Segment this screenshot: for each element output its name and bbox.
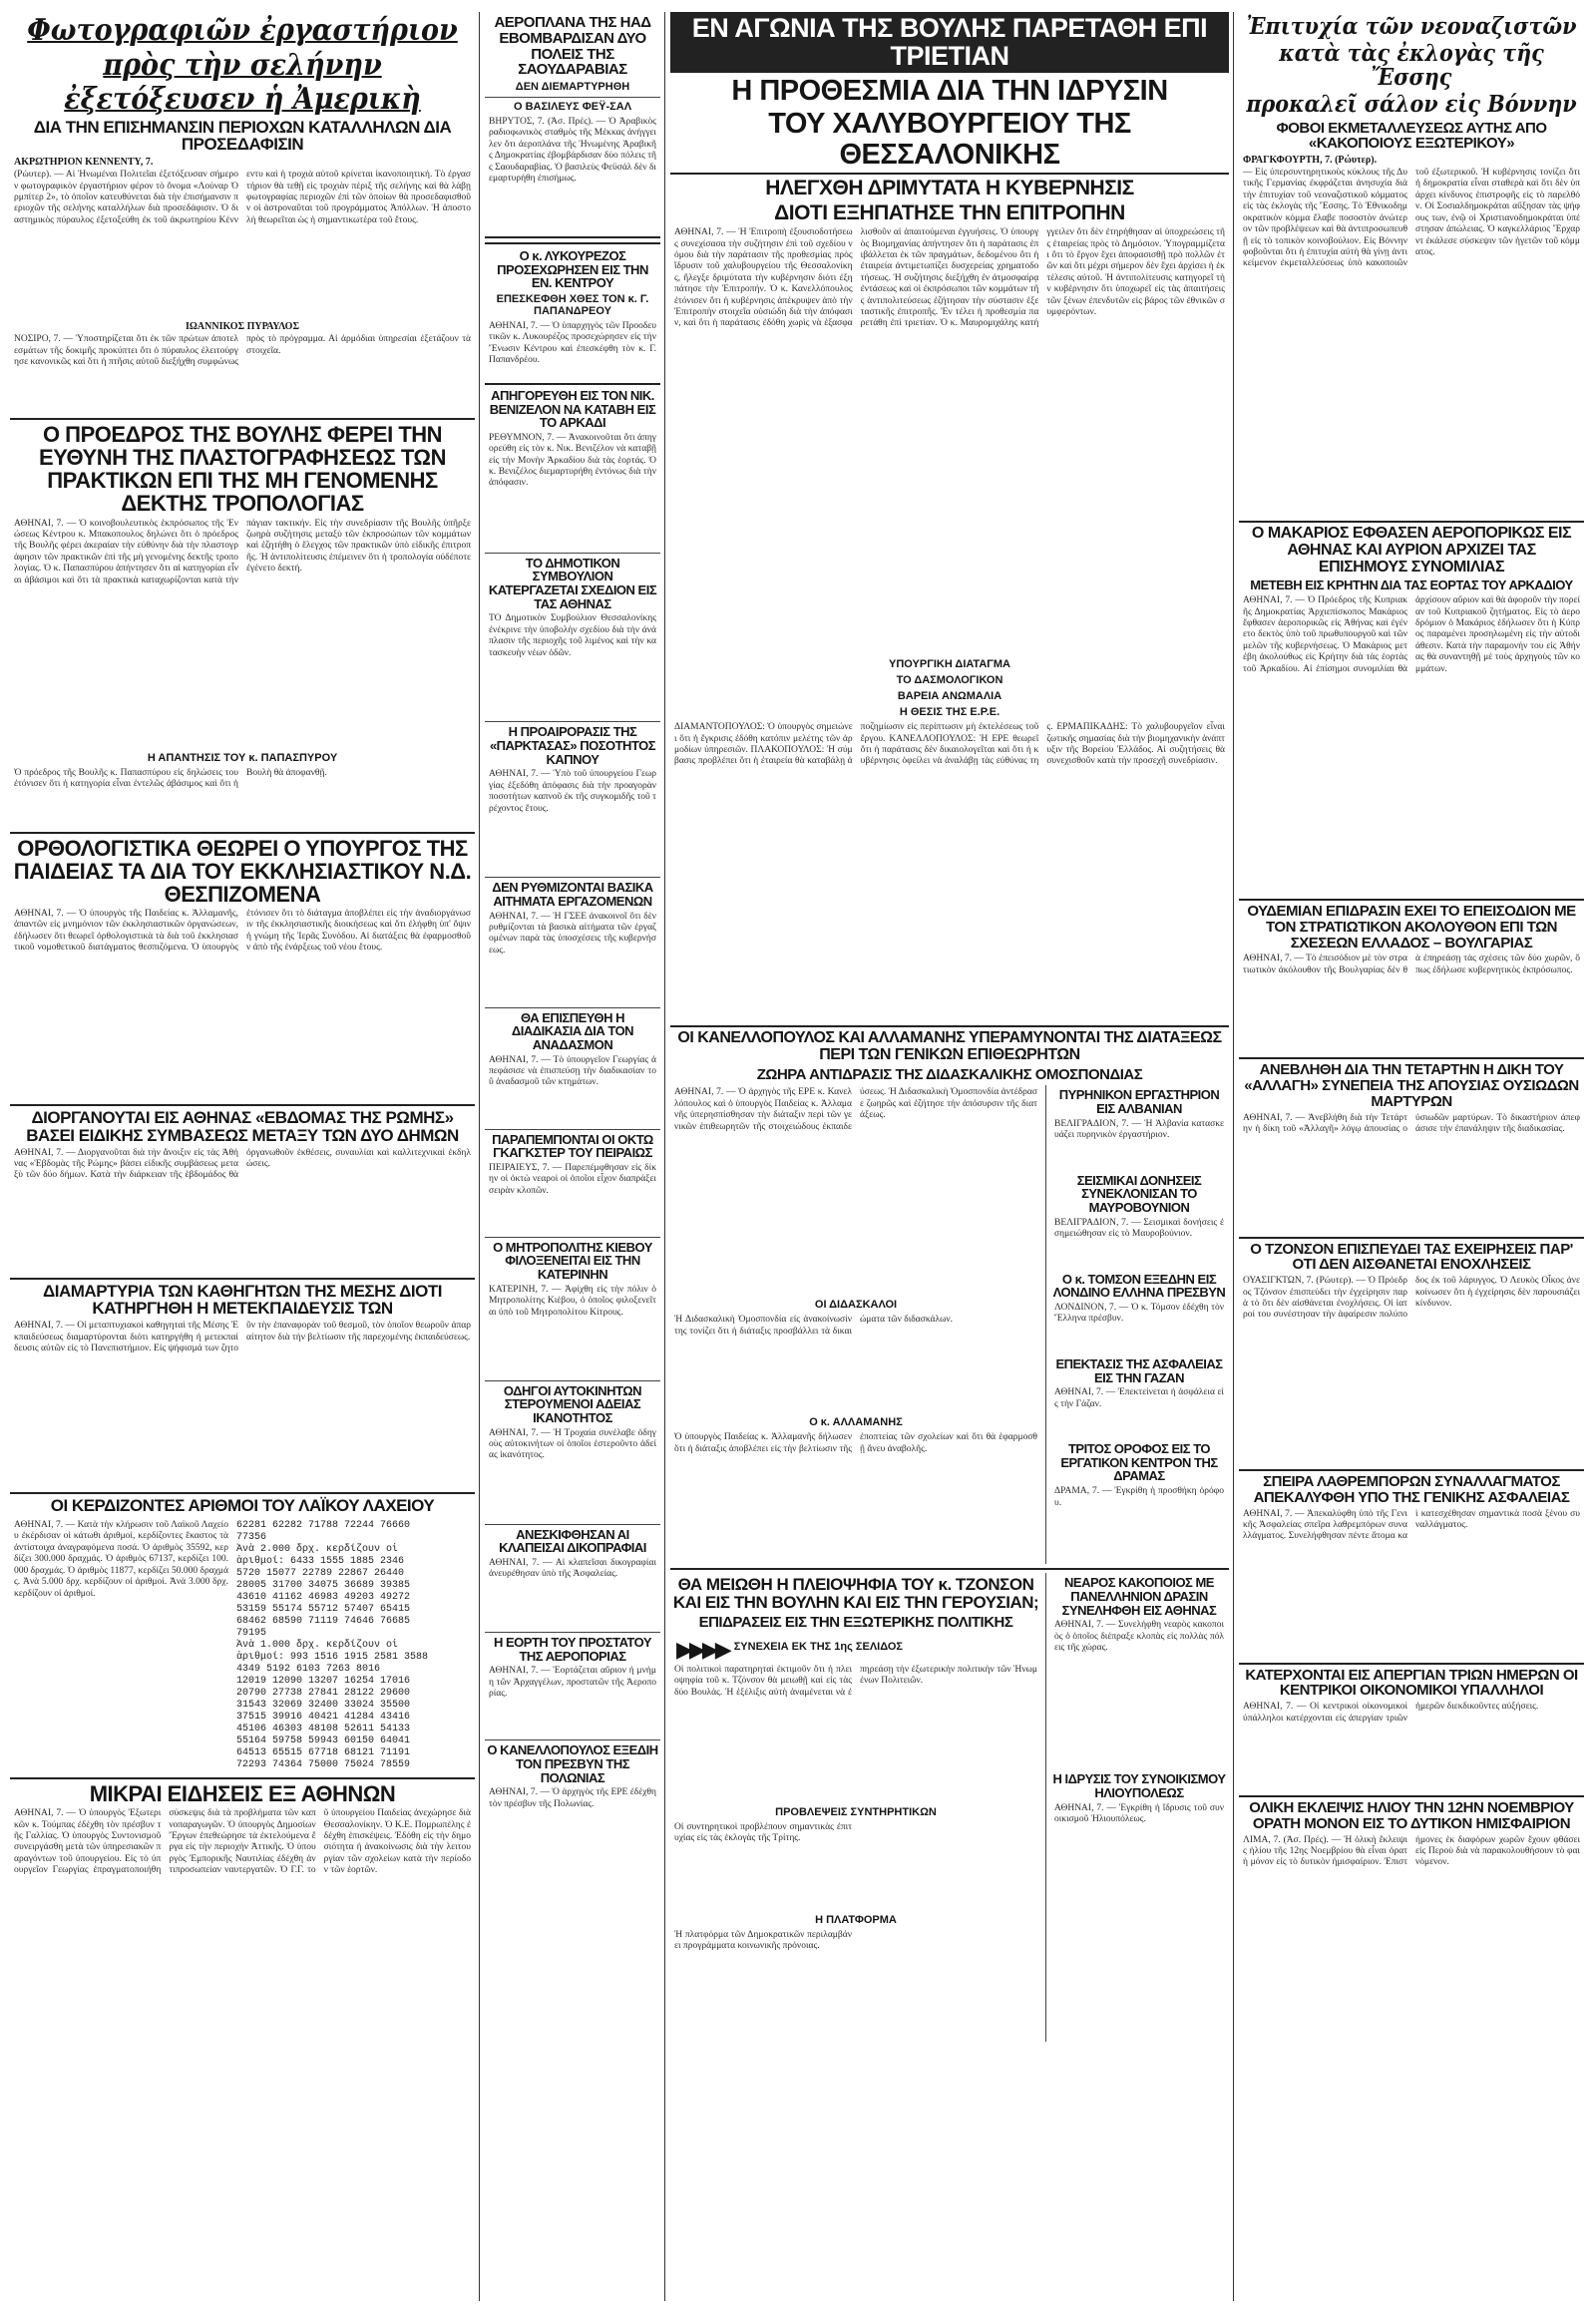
headline-line: πρὸς τὴν σελήνην: [103, 47, 382, 83]
lottery-row: 45106 46303 48108 52611 54133: [236, 1724, 411, 1735]
article-moon-lab: [10, 15, 475, 414]
headline: Ο ΠΡΟΕΔΡΟΣ ΤΗΣ ΒΟΥΛΗΣ ΦΕΡΕΙ ΤΗΝ ΕΥΘΥΝΗ ΤΗΣ ΠΛΑΣΤΟΓΡΑΦΗΣΕΩΣ ΤΩΝ ΠΡΑΚΤΙΚΩΝ ΕΠΙ ΤΗΣ ΜΗ ΓΕΝΟΜΕΝΗΣ ΔΕΚΤΗΣ ΤΡΟΠΟΛΟΓΙΑΣ: [39, 422, 446, 517]
article-body: ΑΘΗΝΑΙ, 7. — Διοργανοῦται διὰ τὴν ἄνοιξιν εἰς τὰς Ἀθήνας «Ἑβδομὰς τῆς Ρώμης» βάσει εἰδικῆς συμβάσεως μεταξὺ τῶν δύο δήμων. Κατὰ τὴν διάρκειαν τῆς ἑβδομάδος θὰ ὀργανωθοῦν ἐκθέσεις, συναυλίαι καὶ καλλιτεχνικαὶ ἐκδηλώσεις.: [14, 1147, 471, 1181]
headline: Ο ΜΑΚΑΡΙΟΣ ΕΦΘΑΣΕΝ ΑΕΡΟΠΟΡΙΚΩΣ ΕΙΣ ΑΘΗΝΑΣ ΚΑΙ ΑΥΡΙΟΝ ΑΡΧΙΖΕΙ ΤΑΣ ΕΠΙΣΗΜΟΥΣ ΣΥΝΟΜΙΛΙΑΣ: [1251, 525, 1572, 576]
article-body: ΑΘΗΝΑΙ, 7. — Τὸ ὑπουργεῖον Γεωργίας ἀπεφάσισε νὰ ἐπισπεύσῃ τὴν διαδικασίαν τοῦ ἀναδασμοῦ τῶν κτημάτων.: [489, 1054, 656, 1088]
article-body: Ἡ πλατφόρμα τῶν Δημοκρατικῶν περιλαμβάνει προγράμματα κοινωνικῆς πρόνοιας.: [674, 1929, 852, 1952]
section-rule: [670, 1025, 1229, 1027]
rule: [485, 1739, 660, 1740]
headline: ΑΕΡΟΠΛΑΝΑ ΤΗΣ ΗΑΔ ΕΒΟΜΒΑΡΔΙΣΑΝ ΔΥΟ ΠΟΛΕΙΣ ΤΗΣ ΣΑΟΥΔΑΡΑΒΙΑΣ: [494, 14, 651, 79]
section-rule: [1239, 1795, 1584, 1797]
article-body: ΑΘΗΝΑΙ, 7. — Αἱ κλαπεῖσαι δικογραφίαι ἀνευρέθησαν ὑπὸ τῆς Ἀσφαλείας.: [489, 1557, 656, 1580]
article-voulgaria: [1239, 904, 1584, 1053]
subheadline: Ο ΒΑΣΙΛΕΥΣ ΦΕΫ-ΣΑΛ: [513, 101, 632, 113]
article-body: ΑΘΗΝΑΙ, 7. — Ὁ ἀρχηγὸς τῆς ΕΡΕ ἐδέχθη τὸν πρέσβυν τῆς Πολωνίας.: [489, 1787, 656, 1809]
headline: ΜΙΚΡΑΙ ΕΙΔΗΣΕΙΣ ΕΞ ΑΘΗΝΩΝ: [89, 1781, 396, 1807]
column-4: [1239, 12, 1584, 2301]
article-body: — Εἰς ὑπερσυντηρητικοὺς κύκλους τῆς Δυτικῆς Γερμανίας ἐκφράζεται ἀνησυχία διὰ τὴν ἐπιτυχίαν τοῦ νεοναζιστικοῦ κόμματος εἰς τὰς ἐκλογὰς τῆς Ἔσσης. Τὸ Ἐθνικοδημοκρατικὸν κόμμα ἔλαβε ποσοστὸν ἀνώτερον τῶν προβλέψεων καὶ θὰ ἀντιπροσωπευθῇ εἰς τὸ τοπικὸν κοινοβούλιον. Εἰς Βόννην φοβοῦνται ὅτι ἡ ἐπιτυχία αὐτὴ θὰ γίνῃ ἀντικείμενον ἐκμεταλλεύσεως ὑπὸ κακοποιῶν τοῦ ἐξωτερικοῦ. Ἡ κυβέρνησις τονίζει ὅτι ἡ δημοκρατία εἶναι σταθερὰ καὶ ὅτι δὲν ὑπάρχει κίνδυνος ἐπιστροφῆς εἰς τὸ παρελθόν. Οἱ Σοσιαλδημοκράται αὔξησαν τὰς ψήφους των, ἐνῷ οἱ Χριστιανοδημοκράται ὑπέστησαν ἀπώλειας. Ὁ καγκελλάριος Ἔρχαρντ ἐκάλεσε σύσκεψιν τῶν ἡγετῶν τοῦ κόμματος.: [1243, 168, 1580, 269]
headline: ΝΕΑΡΟΣ ΚΑΚΟΠΟΙΟΣ ΜΕ ΠΑΝΕΛΛΗΝΙΟΝ ΔΡΑΣΙΝ ΣΥΝΕΛΗΦΘΗ ΕΙΣ ΑΘΗΝΑΣ: [1061, 1575, 1217, 1618]
article-eidiseis: [10, 1782, 475, 2058]
lottery-row: 37515 39916 40421 41284 43416: [236, 1712, 411, 1724]
article-body: ΑΘΗΝΑΙ, 7. — Ἐγκρίθη ἡ ἵδρυσις τοῦ συνοικισμοῦ Ἡλιουπόλεως.: [1054, 1802, 1224, 1825]
lottery-row: 62281 62282 71788 72244 76660: [236, 1520, 411, 1532]
lottery-row: 64513 65515 67718 68121 71191: [236, 1747, 411, 1759]
subheadline: Η ΘΕΣΙΣ ΤΗΣ Ε.Ρ.Ε.: [899, 706, 1000, 719]
column-2: [485, 12, 660, 2301]
subheadline: ΕΠΕΣΚΕΦΘΗ ΧΘΕΣ ΤΟΝ κ. Γ. ΠΑΠΑΝΔΡΕΟΥ: [496, 292, 649, 317]
rule: [485, 97, 660, 98]
lottery-row: 43610 41162 46983 49203 49272: [236, 1592, 411, 1604]
article-body: Ἡ Διδασκαλικὴ Ὁμοσπονδία εἰς ἀνακοίνωσίν της τονίζει ὅτι ἡ διάταξις προσβάλλει τὰ δικαιώματα τῶν διδασκάλων.: [674, 1315, 954, 1337]
article-aeroplana: [485, 15, 660, 232]
headline: ΟΡΘΟΛΟΓΙΣΤΙΚΑ ΘΕΩΡΕΙ Ο ΥΠΟΥΡΓΟΣ ΤΗΣ ΠΑΙΔΕΙΑΣ ΤΑ ΔΙΑ ΤΟΥ ΕΚΚΛΗΣΙΑΣΤΙΚΟΥ Ν.Δ. ΘΕΣΠΙΖΟΜΕΝΑ: [13, 835, 472, 907]
article-body: (Ρώυτερ). — Αἱ Ἡνωμέναι Πολιτεῖαι ἐξετόξευσαν σήμερον φωτογραφικὸν ἐργαστήριον φέρον τὸ ὄνομα «Λούναρ Ὀρμπίτερ 2», τὸ ὁποῖον κατευθύνεται διὰ τὴν ἐπισήμανσιν περιοχῶν τῆς σελήνης καταλλήλων διὰ προσεδάφισιν. Ὁ διαστημικὸς πύραυλος ἐξετοξεύθη ἐκ τοῦ ἀκρωτηρίου Κέννεντυ καὶ ἡ τροχιὰ αὐτοῦ κρίνεται ἱκανοποιητική. Τὸ ἐργαστήριον θὰ τεθῇ εἰς τροχιὰν πέριξ τῆς σελήνης καὶ θὰ λάβῃ φωτογραφίας περιοχῶν ἐπὶ τῶν ὁποίων θὰ προσεδαφισθοῦν οἱ ἀστροναῦται τοῦ προγράμματος Ἀπόλλων. Ἡ ἀποστολὴ θεωρεῖται ὡς ἡ σημαντικωτέρα τοῦ ἔτους.: [14, 170, 471, 225]
subheadline: ΗΛΕΓΧΘΗ ΔΡΙΜΥΤΑΤΑ Η ΚΥΒΕΡΝΗΣΙΣ: [765, 177, 1134, 199]
lottery-row: 79195: [236, 1628, 267, 1640]
column-1: [10, 12, 475, 2301]
section-rule: [485, 236, 660, 238]
article-body: ΑΘΗΝΑΙ, 7. — Ἡ ΓΣΕΕ ἀνακοινοῖ ὅτι δὲν ρυθμίζονται τὰ βασικὰ αἰτήματα τῶν ἐργαζομένων παρὰ τὰς ὑποσχέσεις τῆς κυβερνήσεως.: [489, 911, 656, 956]
subheadline: ΦΟΒΟΙ ΕΚΜΕΤΑΛΛΕΥΣΕΩΣ ΑΥΤΗΣ ΑΠΟ «ΚΑΚΟΠΟΙΟΥΣ ΕΞΩΤΕΡΙΚΟΥ»: [1276, 119, 1547, 153]
headline: Ο ΜΗΤΡΟΠΟΛΙΤΗΣ ΚΙΕΒΟΥ ΦΙΛΟΞΕΝΕΙΤΑΙ ΕΙΣ ΤΗΝ ΚΑΤΕΡΙΝΗΝ: [493, 1239, 652, 1283]
article-body: ΛΙΜΑ, 7. (Ἀσ. Πρές). — Ἡ ὁλικὴ ἔκλειψις ἡλίου τῆς 12ης Νοεμβρίου θὰ εἶναι ὁρατὴ μόνον εἰς τὸ δυτικὸν ἡμισφαίριον. Ἐπιστήμονες ἐκ διαφόρων χωρῶν ἔχουν φθάσει εἰς Περοὺ διὰ νὰ παρακολουθήσουν τὸ φαινόμενον.: [1243, 1834, 1580, 1868]
article-body: ΔΡΑΜΑ, 7. — Ἐγκρίθη ἡ προσθήκη ὀρόφου.: [1054, 1486, 1224, 1508]
article-body: ΑΘΗΝΑΙ, 7. — Τὸ ἐπεισόδιον μὲ τὸν στρατιωτικὸν ἀκόλουθον τῆς Βουλγαρίας δὲν θὰ ἐπηρεάσῃ τὰς σχέσεις τῶν δύο χωρῶν, ὅπως ἐδήλωσε κυβερνητικὸς ἐκπρόσωπος.: [1243, 954, 1580, 975]
headline: ΑΝΕΣΚΙΦΘΗΣΑΝ ΑΙ ΚΛΑΠΕΙΣΑΙ ΔΙΚΟΠΡΑΦΙΑΙ: [499, 1526, 646, 1556]
headline: ΟΛΙΚΗ ΕΚΛΕΙΨΙΣ ΗΛΙΟΥ ΤΗΝ 12ΗΝ ΝΟΕΜΒΡΙΟΥ ΟΡΑΤΗ ΜΟΝΟΝ ΕΙΣ ΤΟ ΔΥΤΙΚΟΝ ΗΜΙΣΦΑΙΡΙΟΝ: [1249, 1799, 1574, 1832]
column-rule: [664, 12, 665, 2301]
article-eorti: [485, 1636, 660, 1735]
article-body: Ὁ ὑπουργὸς Παιδείας κ. Ἀλλαμανῆς δήλωσεν ὅτι ἡ διάταξις ἀποβλέπει εἰς τὴν βελτίωσιν τῆς ἐποπτείας τῶν σχολείων καὶ ὅτι θὰ ἐφαρμοσθῇ ἄνευ ἀναβολῆς.: [674, 1432, 1037, 1454]
article-body: ΑΘΗΝΑΙ, 7. — Ἀνεβλήθη διὰ τὴν Τετάρτην ἡ δίκη τοῦ «Ἀλλαγῆ» λόγῳ ἀπουσίας οὐσιωδῶν μαρτύρων. Τὸ δικαστήριον ἀπεφάσισε τὴν ἐπανάληψιν τῆς διαδικασίας.: [1243, 1112, 1580, 1134]
column-3: [670, 12, 1229, 2301]
headline: Η ΙΔΡΥΣΙΣ ΤΟΥ ΣΥΝΟΙΚΙΣΜΟΥ ΗΛΙΟΥΠΟΛΕΩΣ: [1052, 1771, 1226, 1800]
lottery-row: Ἀνὰ 2.000 δρχ. κερδίζουν οἱ: [236, 1544, 399, 1556]
section-rule: [10, 1492, 475, 1494]
headline: ΔΕΝ ΡΥΘΜΙΖΟΝΤΑΙ ΒΑΣΙΚΑ ΑΙΤΗΜΑΤΑ ΕΡΓΑΖΟΜΕΝΩΝ: [492, 880, 653, 909]
headline: ΣΕΙΣΜΙΚΑΙ ΔΟΝΗΣΕΙΣ ΣΥΝΕΚΛΟΝΙΣΑΝ ΤΟ ΜΑΥΡΟΒΟΥΝΙΟΝ: [1076, 1172, 1202, 1215]
rule: [485, 1632, 660, 1633]
subheadline: ΠΡΟΒΛΕΨΕΙΣ ΣΥΝΤΗΡΗΤΙΚΩΝ: [775, 1805, 937, 1818]
article-venizelou: [485, 389, 660, 549]
headline: ΠΥΡΗΝΙΚΟΝ ΕΡΓΑΣΤΗΡΙΟΝ ΕΙΣ ΑΛΒΑΝΙΑΝ: [1058, 1087, 1220, 1117]
lottery-row: ἀριθμοί: 993 1516 1915 2581 3588: [236, 1652, 429, 1664]
subheadline: ΕΠΙΔΡΑΣΕΙΣ ΕΙΣ ΤΗΝ ΕΞΩΤΕΡΙΚΗΣ ΠΟΛΙΤΙΚΗΣ: [698, 1614, 1013, 1632]
article-body: ΑΘΗΝΑΙ, 7. — Ὁ Πρόεδρος τῆς Κυπριακῆς Δημοκρατίας Ἀρχιεπίσκοπος Μακάριος ἔφθασεν ἀεροπορικῶς εἰς Ἀθήνας καὶ ἐγένετο δεκτὸς ὑπὸ τοῦ πρωθυπουργοῦ καὶ τῶν μελῶν τῆς κυβερνήσεως. Ὁ Μακάριος μετέβη ἀκολούθως εἰς Κρήτην διὰ τὰς ἑορτὰς τοῦ Ἀρκαδίου. Αἱ ἐπίσημοι συνομιλίαι θὰ ἀρχίσουν αὔριον καὶ θὰ ἀφοροῦν τὴν πορείαν τοῦ Κυπριακοῦ ζητήματος. Εἰς τὸ ἀεροδρόμιον ὁ Μακάριος ἐδήλωσεν ὅτι ἡ Κύπρος παραμένει προσηλωμένη εἰς τὴν αὐτοδιάθεσιν. Κατὰ τὴν παραμονήν του εἰς Ἀθήνας θὰ συναντηθῇ μὲ τοὺς ἀρχηγοὺς τῶν κομμάτων.: [1243, 595, 1581, 674]
subheadline: ΖΩΗΡΑ ΑΝΤΙΔΡΑΣΙΣ ΤΗΣ ΔΙΔΑΣΚΑΛΙΚΗΣ ΟΜΟΣΠΟΝΔΙΑΣ: [756, 1065, 1143, 1083]
rule: [485, 877, 660, 878]
article-body: Ὁ πρόεδρος τῆς Βουλῆς κ. Παπασπύρου εἰς δηλώσεις του ἐτόνισεν ὅτι ἡ κατηγορία εἶναι ἐντελῶς ἀβάσιμος καὶ ὅτι ἡ Βουλὴ θὰ ἀποφανθῇ.: [14, 767, 327, 789]
subheadline: ΜΕΤΕΒΗ ΕΙΣ ΚΡΗΤΗΝ ΔΙΑ ΤΑΣ ΕΟΡΤΑΣ ΤΟΥ ΑΡΚΑΔΙΟΥ: [1250, 578, 1573, 593]
article-kanellopoulos-exedi: [485, 1743, 660, 1827]
section-rule: [1239, 1469, 1584, 1471]
rule: [485, 1007, 660, 1008]
subheadline: ΔΙΟΤΙ ΕΞΗΠΑΤΗΣΕ ΤΗΝ ΕΠΙΤΡΟΠΗΝ: [774, 201, 1125, 225]
headline: ΟΙ ΚΑΝΕΛΛΟΠΟΥΛΟΣ ΚΑΙ ΑΛΛΑΜΑΝΗΣ ΥΠΕΡΑΜΥΝΟΝΤΑΙ ΤΗΣ ΔΙΑΤΑΞΕΩΣ ΠΕΡΙ ΤΩΝ ΓΕΝΙΚΩΝ ΕΠΙΘΕΩΡΗΤΩΝ: [677, 1029, 1222, 1063]
headline: Ο κ. ΤΟΜΣΟΝ ΕΞΕΔΗΝ ΕΙΣ ΛΟΝΔΙΝΟ ΕΛΛΗΝΑ ΠΡΕΣΒΥΝ: [1052, 1271, 1226, 1301]
article-tzonson-epicheirisi: [1239, 1242, 1584, 1466]
lottery-row: 28005 31700 34075 36689 39385: [236, 1580, 411, 1592]
article-epitheorites: [670, 1030, 1229, 1564]
article-body: ΑΘΗΝΑΙ, 7. — Ἑορτάζεται αὔριον ἡ μνήμη τῶν Ἀρχαγγέλων, προστατῶν τῆς Ἀεροπορίας.: [489, 1666, 656, 1700]
section-rule: [1239, 1663, 1584, 1665]
rule: [485, 1380, 660, 1381]
article-body: ΑΘΗΝΑΙ, 7. — Συνελήφθη νεαρὸς κακοποιὸς ὁ ὁποῖος διέπραξε κλοπὰς εἰς πολλὰς πόλεις τῆς χώρας.: [1054, 1620, 1224, 1654]
lottery-numbers-table: [236, 1520, 428, 1771]
article-vouli: [10, 423, 475, 827]
dateline: ΦΡΑΓΚΦΟΥΡΤΗ, 7. (Ρώυτερ).: [1243, 155, 1378, 167]
column-rule: [1233, 12, 1234, 2301]
article-hesse: [1239, 15, 1584, 517]
subheadline: Η ΑΠΑΝΤΗΣΙΣ ΤΟΥ κ. ΠΑΠΑΣΠΥΡΟΥ: [147, 751, 338, 764]
subheadline: ΤΟ ΔΑΣΜΟΛΟΓΙΚΟΝ: [896, 674, 1003, 687]
article-romi: [10, 1109, 475, 1274]
dateline: ΑΚΡΩΤΗΡΙΟΝ ΚΕΝΝΕΝΤΥ, 7.: [14, 157, 154, 169]
article-body: ΑΘΗΝΑΙ, 7. — Ὁ ὑπουργὸς Ἐξωτερικῶν κ. Τούμπας ἐδέχθη τὸν πρέσβυν τῆς Γαλλίας. Ὁ ὑπουργὸς Συντονισμοῦ συνειργάσθη μετὰ τῶν ὑπηρεσιακῶν παραγόντων τοῦ ὑπουργείου. Εἰς τὸ ὑπουργεῖον Γεωργίας ἐπραγματοποιήθη σύσκεψις διὰ τὰ προβλήματα τῶν καπνοπαραγωγῶν. Ὁ ὑπουργὸς Δημοσίων Ἔργων ἐπεθεώρησε τὰ ἐκτελούμενα ἔργα εἰς τὴν περιοχὴν Ἀττικῆς. Ὁ ὑπουργὸς Ἐμπορικῆς Ναυτιλίας ἐδέχθη ἀντιπροσωπείαν ναυτεργατῶν. Ὁ Γ.Γ. τοῦ ὑπουργείου Παιδείας ἀνεχώρησε διὰ Θεσσαλονίκην. Ὁ Κ.Ε. Πομρωπέλης ἐδέχθη ἐπισκέψεις. Ἐδόθη εἰς τὴν δημοσιότητα ἡ ἀνακοίνωσις διὰ τὴν λειτουργίαν τῶν σχολείων κατὰ τὴν περίοδον τῶν ἑορτῶν.: [14, 1808, 471, 1876]
article-body: ΛΟΝΔΙΝΟΝ, 7. — Ὁ κ. Τόμσον ἐδέχθη τὸν Ἕλληνα πρέσβυν.: [1054, 1302, 1224, 1325]
headline-line: ΕΝ ΑΓΩΝΙΑ ΤΗΣ ΒΟΥΛΗΣ ΠΑΡΕΤΑΘΗ ΕΠΙ ΤΡΙΕΤΙΑΝ: [691, 13, 1208, 72]
section-rule: [10, 1777, 475, 1779]
article-anadasmon: [485, 1011, 660, 1125]
headline-line: προκαλεῖ σάλον εἰς Βόννην: [1246, 91, 1577, 119]
headline: Ο ΤΖΟΝΣΟΝ ΕΠΙΣΠΕΥΔΕΙ ΤΑΣ ΕΧΕΙΡΗΣΕΙΣ ΠΑΡ' ΟΤΙ ΔΕΝ ΑΙΣΘΑΝΕΤΑΙ ΕΝΟΧΛΗΣΕΙΣ: [1250, 1240, 1573, 1274]
article-apergia: [1239, 1668, 1584, 1792]
article-diklopoioi: [485, 1528, 660, 1628]
subheadline: ΥΠΟΥΡΓΙΚΗ ΔΙΑΤΑΓΜΑ: [889, 658, 1010, 671]
section-rule: [10, 1104, 475, 1106]
headline: Η ΠΡΟΑΙΡΟΡΑΣΙΣ ΤΗΣ «ΠΑΡΚΤΑΣΑΣ» ΠΟΣΟΤΗΤΟΣ ΚΑΠΝΟΥ: [489, 724, 656, 767]
article-body: ΝΟΣΙΡΟ, 7. — Ὑποστηρίζεται ὅτι ἐκ τῶν πρώτων ἀποτελεσμάτων τῆς δοκιμῆς προκύπτει ὅτι ὁ πύραυλος ἐλειτούργησε κανονικῶς καὶ ὅτι ἡ πτῆσις αὐτοῦ διεξήχθη συμφώνως πρὸς τὸ πρόγραμμα. Αἱ ἀρμόδιαι ὑπηρεσίαι ἐξετάζουν τὰ στοιχεῖα.: [14, 334, 471, 367]
lottery-row: 53159 55174 55712 57407 65415: [236, 1604, 411, 1616]
article-kievou: [485, 1241, 660, 1376]
article-kapnou: [485, 725, 660, 873]
headline: ΔΙΑΜΑΡΤΥΡΙΑ ΤΩΝ ΚΑΘΗΓΗΤΩΝ ΤΗΣ ΜΕΣΗΣ ΔΙΟΤΙ ΚΑΤΗΡΓΗΘΗ Η ΜΕΤΕΚΠΑΙΔΕΥΣΙΣ ΤΩΝ: [43, 1281, 442, 1319]
headline: ΟΙ ΚΕΡΔΙΖΟΝΤΕΣ ΑΡΙΘΜΟΙ ΤΟΥ ΛΑΪΚΟΥ ΛΑΧΕΙΟΥ: [50, 1496, 435, 1516]
lottery-row: 68462 68590 71119 74646 76685: [236, 1616, 411, 1628]
rule: [485, 1524, 660, 1525]
article-body: Οἱ πολιτικοὶ παρατηρηταὶ ἐκτιμοῦν ὅτι ἡ πλειοψηφία τοῦ κ. Τζόνσον θὰ μειωθῇ καὶ εἰς τὰς δύο Βουλάς. Ἡ ἐξέλιξις αὐτὴ ἀναμένεται νὰ ἐπηρεάσῃ τὴν ἐξωτερικὴν πολιτικὴν τῶν Ἡνωμένων Πολιτειῶν.: [674, 1664, 1037, 1698]
headline: Ο κ. ΛΥΚΟΥΡΕΖΟΣ ΠΡΟΣΕΧΩΡΗΣΕΝ ΕΙΣ ΤΗΝ ΕΝ. ΚΕΝΤΡΟΥ: [497, 248, 648, 291]
lottery-row: 72293 74364 75000 75024 78559: [236, 1759, 411, 1771]
article-body: ΑΘΗΝΑΙ, 7. — Ὑπὸ τοῦ ὑπουργείου Γεωργίας ἐξεδόθη ἀπόφασις διὰ τὴν προαγορὰν ποσοτήτων καπνοῦ ἐκ τῆς συγκομιδῆς τοῦ τρέχοντος ἔτους.: [489, 769, 656, 814]
article-body: ΑΘΗΝΑΙ, 7. — Κατὰ τὴν κλήρωσιν τοῦ Λαϊκοῦ Λαχείου ἐκέρδισαν οἱ κάτωθι ἀριθμοί, κερδίζοντες ἕκαστος τὰ ἀντίστοιχα ἀναγραφόμενα ποσά. Ὁ ἀριθμὸς 35592, κερδίζει 300.000 δραχμάς. Ὁ ἀριθμὸς 67137, κερδίζει 100.000 δραχμάς. Ὁ ἀριθμὸς 11877, κερδίζει 50.000 δραχμάς. Ἀνὰ 5.000 δρχ. κερδίζουν οἱ ἀριθμοί. Ἀνὰ 3.000 δρχ. κερδίζουν οἱ ἀριθμοί.: [14, 1520, 228, 1599]
article-body: ΒΕΛΙΓΡΑΔΙΟΝ, 7. — Σεισμικαὶ δονήσεις ἐσημειώθησαν εἰς τὸ Μαυροβούνιον.: [1054, 1217, 1224, 1240]
rule: [670, 173, 1229, 175]
article-allagi: [1239, 1062, 1584, 1232]
headline: ΘΑ ΕΠΙΣΠΕΥΘΗ Η ΔΙΑΔΙΚΑΣΙΑ ΔΙΑ ΤΟΝ ΑΝΑΔΑΣΜΟΝ: [511, 1009, 634, 1052]
lottery-row: Ἀνὰ 1.000 δρχ. κερδίζουν οἱ: [236, 1640, 399, 1652]
headline: ΟΥΔΕΜΙΑΝ ΕΠΙΔΡΑΣΙΝ ΕΧΕΙ ΤΟ ΕΠΕΙΣΟΔΙΟΝ ΜΕ ΤΟΝ ΣΤΡΑΤΙΩΤΙΚΟΝ ΑΚΟΛΟΥΘΟΝ ΕΠΙ ΤΩΝ ΣΧΕΣΕΩΝ ΕΛΛΑΔΟΣ – ΒΟΥΛΓΑΡΙΑΣ: [1247, 903, 1576, 952]
arrow-icon: ▶▶▶▶: [676, 1637, 728, 1663]
headline: ΘΑ ΜΕΙΩΘΗ Η ΠΛΕΙΟΨΗΦΙΑ ΤΟΥ κ. ΤΖΟΝΣΟΝ ΚΑΙ ΕΙΣ ΤΗΝ ΒΟΥΛΗΝ ΚΑΙ ΕΙΣ ΤΗΝ ΓΕΡΟΥΣΙΑΝ;: [672, 1575, 1039, 1613]
article-body: ΑΘΗΝΑΙ, 7. — Ὁ ὑπουργὸς τῆς Παιδείας κ. Ἀλλαμανῆς, ἀπαντῶν εἰς μνημόνιον τῶν ἐκκλησιαστικῶν ὀργανώσεων, ἐδήλωσεν ὅτι θεωρεῖ ὀρθολογιστικὰ τὰ διὰ τοῦ ἐκκλησιαστικοῦ νομοθετικοῦ διατάγματος θεσπιζόμενα. Ὁ ὑπουργὸς ἐτόνισεν ὅτι τὸ διάταγμα ἀποβλέπει εἰς τὴν ἀναδιοργάνωσιν τῆς ἐκκλησιαστικῆς διοικήσεως καὶ ὅτι ἐλήφθη ὑπ' ὄψιν ἡ γνώμη τῆς Ἱερᾶς Συνόδου. Αἱ διατάξεις θὰ ἐφαρμοσθοῦν ἀπὸ τῆς ἐνάρξεως τοῦ νέου ἔτους.: [14, 908, 471, 954]
article-gkagkster: [485, 1133, 660, 1233]
headline: ΔΙΟΡΓΑΝΟΥΤΑΙ ΕΙΣ ΑΘΗΝΑΣ «ΕΒΔΟΜΑΣ ΤΗΣ ΡΩΜΗΣ» ΒΑΣΕΙ ΕΙΔΙΚΗΣ ΣΥΜΒΑΣΕΩΣ ΜΕΤΑΞΥ ΤΩΝ ΔΥΟ ΔΗΜΩΝ: [26, 1107, 459, 1145]
article-xalyvourgeio: [670, 12, 1229, 1021]
article-rythmizontai: [485, 881, 660, 1002]
article-laxeio: [10, 1497, 475, 1773]
headline: ΚΑΤΕΡΧΟΝΤΑΙ ΕΙΣ ΑΠΕΡΓΙΑΝ ΤΡΙΩΝ ΗΜΕΡΩΝ ΟΙ ΚΕΝΤΡΙΚΟΙ ΟΙΚΟΝΟΜΙΚΟΙ ΥΠΑΛΛΗΛΟΙ: [1245, 1666, 1578, 1700]
headline: ΟΔΗΓΟΙ ΑΥΤΟΚΙΝΗΤΩΝ ΣΤΕΡΟΥΜΕΝΟΙ ΑΔΕΙΑΣ ΙΚΑΝΟΤΗΤΟΣ: [503, 1382, 642, 1426]
headline-line: Φωτογραφιῶν ἐργαστήριον: [27, 13, 458, 48]
article-body: ΒΗΡΥΤΟΣ, 7. (Ἀσ. Πρές). — Ὁ Ἀραβικὸς ραδιοφωνικὸς σταθμὸς τῆς Μέκκας ἀνήγγειλεν ὅτι ἀεροπλάνα τῆς Ἡνωμένης Ἀραβικῆς Δημοκρατίας ἐβομβάρδισαν δύο πόλεις τῆς Σαουδαραβίας. Ὁ βασιλεὺς Φεϋσάλ δὲν διεμαρτυρήθη ἐπισήμως.: [489, 117, 656, 185]
headline: Η ΕΟΡΤΗ ΤΟΥ ΠΡΟΣΤΑΤΟΥ ΤΗΣ ΑΕΡΟΠΟΡΙΑΣ: [493, 1634, 652, 1664]
article-body: ΑΘΗΝΑΙ, 7. — Ἡ Ἐπιτροπὴ ἐξουσιοδοτήσεως συνεχίσασα τὴν συζήτησιν ἐπὶ τοῦ σχεδίου νόμου διὰ τὴν παράτασιν τῆς προθεσμίας πρὸς ἵδρυσιν τοῦ χαλυβουργείου τῆς Θεσσαλονίκης, ἤλεγξε δριμύτατα τὴν κυβέρνησιν διότι ἐξηπάτησε τὴν Ἐπιτροπήν. Ὁ κ. Κανελλόπουλος ἐτόνισεν ὅτι ἡ κυβέρνησις ἀπέκρυψεν ἀπὸ τὴν Ἐπιτροπὴν στοιχεῖα οὐσιώδη διὰ τὴν ἀπόφασιν, καὶ ὅτι ἡ παράτασις ἐδόθη χωρὶς νὰ ἐξασφαλισθοῦν αἱ ἀπαιτούμεναι ἐγγυήσεις. Ὁ ὑπουργὸς Βιομηχανίας ἀπήντησεν ὅτι ἡ παράτασις ἐπιβάλλεται ἐκ τῶν πραγμάτων, δεδομένου ὅτι ἡ ἐταιρεία ἀντιμετωπίζει δυσχερείας χρηματοδοτήσεως. Ἡ συζήτησις διεξήχθη ἐν ἀτμοσφαίρᾳ ἐντάσεως καὶ οἱ ἐκπρόσωποι τῶν κομμάτων τῆς ἀντιπολιτεύσεως ἐζήτησαν τὴν σύστασιν ἐξεταστικῆς ἐπιτροπῆς. Ἐν τέλει ἡ προθεσμία παρετάθη ἐπὶ τριετίαν. Ὁ κ. Μαυρομιχάλης κατήγγειλεν ὅτι δὲν ἐτηρήθησαν αἱ ὑποχρεώσεις τῆς ἐταιρείας πρὸς τὸ Δημόσιον. Ὑπογραμμίζεται ὅτι τὸ ἔργον ἔχει ἀποφασισθῇ πρὸ πολλῶν ἐτῶν καὶ ὅτι μέχρι σήμερον δὲν ἔχει ἀρχίσει ἡ ἐκτέλεσις αὐτοῦ. Ἡ ἀντιπολίτευσις κατηγορεῖ τὴν κυβέρνησιν ὅτι ὑποχωρεῖ εἰς τὰς ἀπαιτήσεις τῶν ξένων ἐπενδυτῶν εἰς βάρος τῶν ἐθνικῶν συμφερόντων.: [674, 227, 1225, 329]
article-body: ΡΕΘΥΜΝΟΝ, 7. — Ἀνακοινοῦται ὅτι ἀπηγορεύθη εἰς τὸν κ. Νικ. Βενιζέλον νὰ καταβῇ εἰς τὴν Μονὴν Ἀρκαδίου διὰ τὰς ἑορτάς. Ὁ κ. Βενιζέλος διεμαρτυρήθη ἐντόνως διὰ τὴν ἀπόφασιν.: [489, 432, 656, 489]
headline-line: ἐξετόξευσεν ἡ Ἀμερικὴ: [64, 82, 421, 117]
section-rule: [1239, 899, 1584, 901]
section-rule: [10, 1278, 475, 1280]
headline: ΑΠΗΓΟΡΕΥΘΗ ΕΙΣ ΤΟΝ ΝΙΚ. ΒΕΝΙΖΕΛΟΝ ΝΑ ΚΑΤΑΒΗ ΕΙΣ ΤΟ ΑΡΚΑΔΙ: [489, 387, 656, 431]
lottery-row: 20790 27738 27841 28122 29600: [236, 1688, 411, 1700]
article-body: ΠΕΙΡΑΙΕΥΣ, 7. — Παρεπέμφθησαν εἰς δίκην οἱ ὀκτὼ νεαροὶ οἱ ὁποῖοι εἶχον διαπράξει σειρὰν κλοπῶν.: [489, 1162, 656, 1196]
lottery-row: 4349 5192 6103 7263 8016: [236, 1664, 381, 1676]
subheadline: ΟΙ ΔΙΔΑΣΚΑΛΟΙ: [814, 1299, 898, 1312]
article-body: ΑΘΗΝΑΙ, 7. — Ἐπεκτείνεται ἡ ἀσφάλεια εἰς τὴν Γάζαν.: [1054, 1387, 1224, 1409]
section-rule: [1239, 1237, 1584, 1239]
subheadline: ΔΙΑ ΤΗΝ ΕΠΙΣΗΜΑΝΣΙΝ ΠΕΡΙΟΧΩΝ ΚΑΤΑΛΛΗΛΩΝ ΔΙΑ ΠΡΟΣΕΔΑΦΙΣΙΝ: [33, 117, 452, 155]
article-body: ΑΘΗΝΑΙ, 7. — Ἀπεκαλύφθη ὑπὸ τῆς Γενικῆς Ἀσφαλείας σπεῖρα λαθρεμπόρων συναλλάγματος. Συνελήφθησαν πέντε ἄτομα καὶ κατεσχέθησαν σημαντικὰ ποσὰ ξένου συναλλάγματος.: [1243, 1508, 1580, 1542]
subheadline: Ο κ. ΑΛΛΑΜΑΝΗΣ: [809, 1416, 903, 1429]
article-odigoi: [485, 1384, 660, 1520]
headline: ΣΠΕΙΡΑ ΛΑΘΡΕΜΠΟΡΩΝ ΣΥΝΑΛΛΑΓΜΑΤΟΣ ΑΠΕΚΑΛΥΦΘΗ ΥΠΟ ΤΗΣ ΓΕΝΙΚΗΣ ΑΣΦΑΛΕΙΑΣ: [1253, 1473, 1570, 1506]
article-body: ΒΕΛΙΓΡΑΔΙΟΝ, 7. — Ἡ Ἀλβανία κατασκευάζει πυρηνικὸν ἐργαστήριον.: [1054, 1118, 1224, 1141]
article-paideia: [10, 837, 475, 1100]
lottery-row: 55164 59758 59943 60150 64041: [236, 1735, 411, 1747]
article-body: ΑΘΗΝΑΙ, 7. — Ὁ ἀρχηγὸς τῆς ΕΡΕ κ. Κανελλόπουλος καὶ ὁ ὑπουργὸς Παιδείας κ. Ἀλλαμανῆς ὑπερησπίσθησαν τὴν διάταξιν περὶ τῶν γενικῶν ἐπιθεωρητῶν τῆς στοιχειώδους ἐκπαιδεύσεως. Ἡ Διδασκαλικὴ Ὁμοσπονδία ἀντέδρασε ζωηρῶς καὶ ἐζήτησε τὴν ἀπόσυρσιν τῆς διατάξεως.: [674, 1087, 1037, 1132]
article-body: ΑΘΗΝΑΙ, 7. — Ὁ ὑπαρχηγὸς τῶν Προοδευτικῶν κ. Λυκουρέζος προσεχώρησεν εἰς τὴν Ἕνωσιν Κέντρου καὶ ἐπεσκέφθη τὸν κ. Γ. Παπανδρέου.: [489, 320, 656, 366]
rule: [485, 721, 660, 722]
headline: ΤΡΙΤΟΣ ΟΡΟΦΟΣ ΕΙΣ ΤΟ ΕΡΓΑΤΙΚΟΝ ΚΕΝΤΡΟΝ ΤΗΣ ΔΡΑΜΑΣ: [1060, 1441, 1218, 1484]
headline-line: ΤΟΥ ΧΑΛΥΒΟΥΡΓΕΙΟΥ ΤΗΣ ΘΕΣΣΑΛΟΝΙΚΗΣ: [768, 108, 1131, 171]
rule: [485, 1237, 660, 1238]
section-rule: [1239, 1057, 1584, 1059]
article-body: ΟΥΑΣΙΓΚΤΩΝ, 7. (Ρώυτερ). — Ὁ Πρόεδρος Τζόνσον ἐπισπεύδει τὴν ἐγχείρησιν παρὰ τὸ ὅτι δὲν αἰσθάνεται ἐνοχλήσεις. Οἱ ἰατροί του συνέστησαν τὴν ἀφαίρεσιν πολύποδος ἐκ τοῦ λάρυγγος. Ὁ Λευκὸς Οἶκος ἀνεκοίνωσεν ὅτι ἡ ἐγχείρησις δὲν παρουσιάζει κίνδυνον.: [1243, 1276, 1580, 1321]
subheadline: ΔΕΝ ΔΙΕΜΑΡΤΥΡΗΘΗ: [515, 81, 630, 93]
headline-line: Η ΠΡΟΘΕΣΜΙΑ ΔΙΑ ΤΗΝ ΙΔΡΥΣΙΝ: [731, 74, 1168, 107]
article-body: ΑΘΗΝΑΙ, 7. — Ὁ κοινοβουλευτικὸς ἐκπρόσωπος τῆς Ἑνώσεως Κέντρου κ. Μπακοπουλος δηλώνει ὅτι ὁ πρόεδρος τῆς Βουλῆς φέρει ἀκεραίαν τὴν εὐθύνην διὰ τὴν πλαστογράφησιν τῶν πρακτικῶν ἐπὶ τῆς μὴ γενομένης δεκτῆς τροπολογίας. Ὁ κ. Παπασπύρου ἀπήντησεν ὅτι αἱ κατηγορίαι εἶναι ἀβάσιμοι καὶ ὅτι τὰ πρακτικὰ καταχωρίζονται κατὰ τὴν πάγιαν τακτικήν. Εἰς τὴν συνεδρίασιν τῆς Βουλῆς ὑπῆρξε ζωηρὰ συζήτησις μεταξὺ τῶν ἐκπροσώπων τῶν κομμάτων καὶ ἐζητήθη ὁ ἔλεγχος τῶν πρακτικῶν ὑπὸ εἰδικῆς ἐπιτροπῆς. Ἡ ἀντιπολίτευσις ἐπέμεινεν ὅτι ἡ τροπολογία οὐδέποτε ἐγένετο δεκτή.: [14, 518, 471, 585]
column-rule: [479, 12, 480, 2301]
article-speira: [1239, 1474, 1584, 1659]
article-body: ΑΘΗΝΑΙ, 7. — Οἱ κεντρικοὶ οἰκονομικοὶ ὑπάλληλοι κατέρχονται εἰς ἀπεργίαν τριῶν ἡμερῶν διεκδικοῦντες αὐξήσεις.: [1243, 1702, 1539, 1724]
lottery-row: ἀριθμοί: 6433 1555 1885 2346: [236, 1556, 405, 1568]
headline: ΑΝΕΒΛΗΘΗ ΔΙΑ ΤΗΝ ΤΕΤΑΡΤΗΝ Η ΔΙΚΗ ΤΟΥ «ΑΛΛΑΓΗ» ΣΥΝΕΠΕΙΑ ΤΗΣ ΑΠΟΥΣΙΑΣ ΟΥΣΙΩΔΩΝ ΜΑΡΤΥΡΩΝ: [1244, 1061, 1579, 1110]
lottery-row: 5720 15077 22789 22867 26440: [236, 1568, 405, 1580]
lead-headline-bar: [670, 12, 1229, 73]
lottery-row: 77356: [236, 1532, 267, 1544]
subheadline: Η ΠΛΑΤΦΟΡΜΑ: [815, 1913, 897, 1926]
article-body: ΚΑΤΕΡΙΝΗ, 7. — Ἀφίχθη εἰς τὴν πόλιν ὁ Μητροπολίτης Κιέβου, ὁ ὁποῖος φιλοξενεῖται ὑπὸ τοῦ Μητροπολίτου Κίτρους.: [489, 1284, 656, 1318]
article-ekleipsis: [1239, 1800, 1584, 1985]
newspaper-page: [10, 12, 1584, 2301]
byline: ΙΩΑΝΝΙΚΟΣ ΠΥΡΑΥΛΟΣ: [186, 321, 299, 333]
rule: [485, 553, 660, 554]
headline: ΠΑΡΑΠΕΜΠΟΝΤΑΙ ΟΙ ΟΚΤΩ ΓΚΑΓΚΣΤΕΡ ΤΟΥ ΠΕΙΡΑΙΩΣ: [492, 1131, 653, 1161]
headline: ΕΠΕΚΤΑΣΙΣ ΤΗΣ ΑΣΦΑΛΕΙΑΣ ΕΙΣ ΤΗΝ ΓΑΖΑΝ: [1055, 1355, 1223, 1385]
article-makarios: [1239, 526, 1584, 895]
section-rule: [670, 1568, 1229, 1570]
rule: [485, 1129, 660, 1130]
headline-line: κατὰ τὰς ἐκλογὰς τῆς Ἔσσης: [1279, 40, 1544, 92]
article-body: ΤΟ Δημοτικὸν Συμβούλιον Θεσσαλονίκης ἐνέκρινε τὴν ὑποβολὴν σχεδίου διὰ τὴν ἀνάπλασιν τῆς περιοχῆς τοῦ λιμένος καὶ τὴν κατασκευὴν νέων ὁδῶν.: [489, 613, 656, 658]
subheadline: ΒΑΡΕΙΑ ΑΝΩΜΑΛΙΑ: [897, 690, 1002, 703]
headline-line: Ἐπιτυχία τῶν νεοναζιστῶν: [1246, 13, 1577, 40]
article-body: ΔΙΑΜΑΝΤΟΠΟΥΛΟΣ: Ὁ ὑπουργὸς σημειώνει ὅτι ἡ ἔγκρισις ἐδόθη κατόπιν μελέτης τῶν ἁρμοδίων ὑπηρεσιῶν. ΠΛΑΚΟΠΟΥΛΟΣ: Ἡ σύμβασις προβλέπει ὅτι ἡ ἐταιρεία θὰ καταβάλῃ ἀποζημίωσιν εἰς περίπτωσιν μὴ ἐκτελέσεως τοῦ ἔργου. ΚΑΝΕΛΛΟΠΟΥΛΟΣ: Ἡ ΕΡΕ θεωρεῖ ὅτι ἡ παράτασις δὲν δικαιολογεῖται καὶ ὅτι ἡ κυβέρνησις ὀφείλει νὰ ἀναλάβῃ τὰς εὐθύνας της. ΕΡΜΑΠΙΚΑΔΗΣ: Τὸ χαλυβουργεῖον εἶναι ζωτικῆς σημασίας διὰ τὴν βιομηχανικὴν ἀνάπτυξιν τῆς Βορείου Ἑλλάδος. Αἱ συζητήσεις θὰ συνεχισθοῦν κατὰ τὴν προσεχῆ συνεδρίασιν.: [674, 722, 1225, 767]
section-rule: [1239, 521, 1584, 523]
article-body: Οἱ συντηρητικοὶ προβλέπουν σημαντικὰς ἐπιτυχίας εἰς τὰς ἐκλογὰς τῆς Τρίτης.: [674, 1821, 852, 1844]
lottery-row: 31543 32069 32400 33024 35500: [236, 1700, 411, 1712]
article-body: ΑΘΗΝΑΙ, 7. — Ἡ Τροχαία συνέλαβε ὁδηγοὺς αὐτοκινήτων οἱ ὁποῖοι ἐστεροῦντο ἀδείας ἱκανότητος.: [489, 1427, 656, 1461]
article-lykourezos: [485, 242, 660, 385]
article-body: ΑΘΗΝΑΙ, 7. — Οἱ μεταπτυχιακοὶ καθηγηταὶ τῆς Μέσης Ἐκπαιδεύσεως διαμαρτύρονται διότι κατηργήθη ἡ μετεκπαίδευσις αὐτῶν εἰς τὸ Πανεπιστήμιον. Εἰς ψήφισμά των ζητοῦν τὴν ἐπαναφορὰν τοῦ θεσμοῦ, τὸν ὁποῖον θεωροῦν ἀπαραίτητον διὰ τὴν βελτίωσιν τῆς παρεχομένης ἐκπαιδεύσεως.: [14, 1321, 471, 1354]
headline: Ο ΚΑΝΕΛΛΟΠΟΥΛΟΣ ΕΞΕΔΙΗ ΤΟΝ ΠΡΕΣΒΥΝ ΤΗΣ ΠΟΛΩΝΙΑΣ: [487, 1742, 658, 1785]
article-tzonson: [670, 1573, 1229, 2041]
headline: ΤΟ ΔΗΜΟΤΙΚΟΝ ΣΥΜΒΟΥΛΙΟΝ ΚΑΤΕΡΓΑΖΕΤΑΙ ΣΧΕΔΙΟΝ ΕΙΣ ΤΑΣ ΑΘΗΝΑΣ: [488, 555, 657, 611]
section-rule: [10, 418, 475, 420]
article-dimotikon: [485, 557, 660, 718]
section-rule: [10, 832, 475, 834]
article-kathigites: [10, 1283, 475, 1489]
subheadline: ΣΥΝΕΧΕΙΑ ΕΚ ΤΗΣ 1ης ΣΕΛΙΔΟΣ: [733, 1641, 904, 1654]
lottery-row: 12019 12090 13207 16254 17016: [236, 1676, 411, 1688]
